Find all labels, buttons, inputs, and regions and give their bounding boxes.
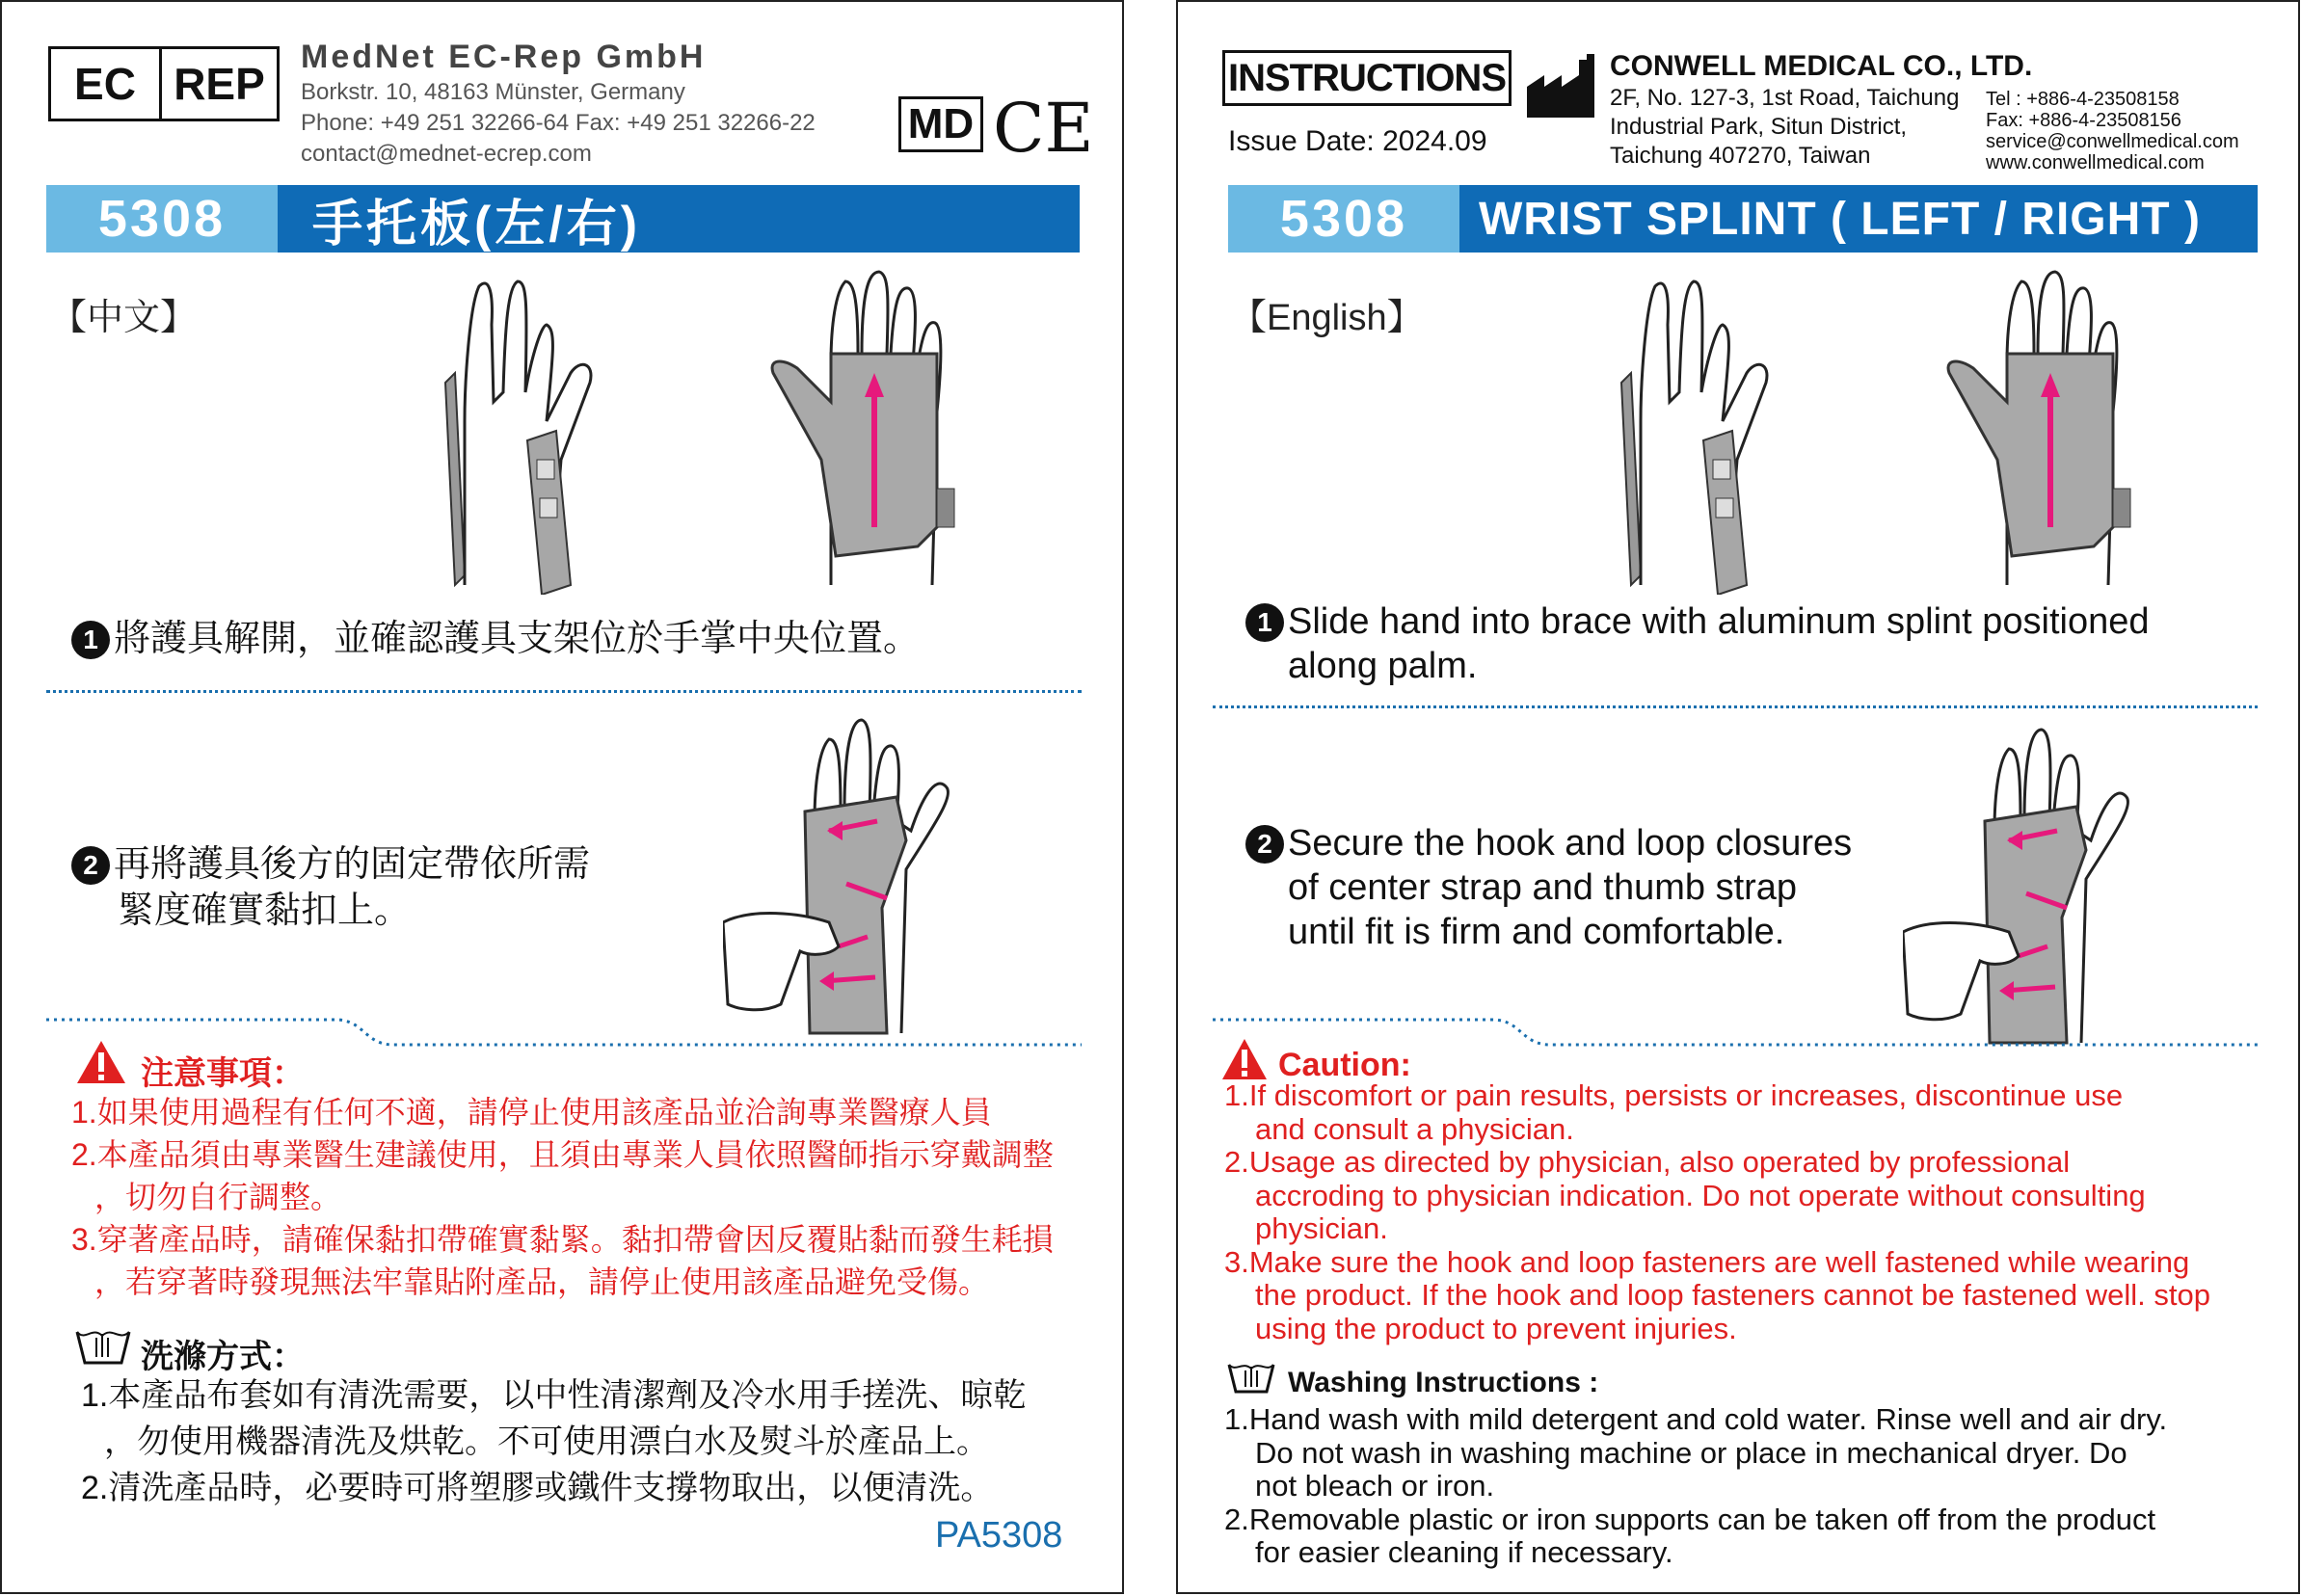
manufacturer-email: service@conwellmedical.com <box>1986 131 2239 152</box>
product-title: 手托板(左/右) <box>278 185 1080 253</box>
chinese-instruction-panel <box>0 0 1124 1594</box>
ec-rep-email: contact@mednet-ecrep.com <box>301 141 592 167</box>
step2-line1: Secure the hook and loop closures <box>1288 823 1853 864</box>
caution-item: 1.If discomfort or pain results, persists or increases, discontinue use <box>1224 1078 2124 1112</box>
hand-splint-front-illustration <box>1930 267 2181 595</box>
hand-splint-side-illustration <box>1602 267 1805 595</box>
step2-number-icon: 2 <box>1245 825 1284 864</box>
instructions-badge: INSTRUCTIONS <box>1222 50 1512 106</box>
washing-list <box>1224 1403 2275 1570</box>
manufacturer-factory-icon <box>1527 54 1598 118</box>
step2-line1: 再將護具後方的固定帶依所需 <box>114 844 591 885</box>
step1-number-icon: 1 <box>1245 603 1284 642</box>
ce-mark-icon: CE <box>993 89 1094 168</box>
caution-item: and consult a physician. <box>1255 1111 1574 1146</box>
washing-list <box>81 1372 1026 1511</box>
manufacturer-fax: Fax: +886-4-23508156 <box>1986 110 2181 131</box>
hand-strap-fastening-illustration <box>1903 725 2154 1052</box>
hand-strap-fastening-illustration <box>723 715 974 1043</box>
rep-label: REP <box>174 59 265 109</box>
step2-line2: of center strap and thumb strap <box>1288 867 1798 908</box>
caution-item: 3.Make sure the hook and loop fasteners are well fastened while wearing <box>1224 1244 2190 1279</box>
wash-item: 2.Removable plastic or iron supports can be taken off from the product <box>1224 1502 2156 1536</box>
hand-wash-icon <box>73 1324 133 1369</box>
washing-title: 洗滌方式： <box>141 1339 305 1375</box>
manufacturer-name: CONWELL MEDICAL CO., LTD. <box>1610 50 2033 82</box>
caution-item: 3.穿著產品時，請確保黏扣帶確實黏緊。黏扣帶會因反覆貼黏而發生耗損 <box>71 1222 1054 1257</box>
hand-splint-side-illustration <box>426 267 629 595</box>
product-title: WRIST SPLINT ( LEFT / RIGHT ) <box>1459 185 2258 253</box>
wash-item: 1.本產品布套如有清洗需要，以中性清潔劑及冷水用手搓洗、晾乾 <box>81 1377 1027 1414</box>
product-code: 5308 <box>46 185 278 253</box>
issue-date: Issue Date: 2024.09 <box>1228 125 1487 157</box>
product-code: 5308 <box>1228 185 1459 253</box>
ec-rep-phone: Phone: +49 251 32266-64 Fax: +49 251 32266-22 <box>301 110 816 136</box>
wash-item: for easier cleaning if necessary. <box>1255 1535 1673 1569</box>
step1-line1: Slide hand into brace with aluminum splint positioned <box>1288 601 2150 642</box>
step2-line2: 緊度確實黏扣上。 <box>118 891 412 931</box>
wash-item: ，勿使用機器清洗及烘乾。不可使用漂白水及熨斗於產品上。 <box>104 1423 989 1460</box>
step2-text <box>1245 821 1852 954</box>
language-label: 【English】 <box>1230 298 1424 338</box>
warning-triangle-icon <box>75 1039 127 1085</box>
warning-triangle-icon <box>1220 1037 1269 1081</box>
caution-item: using the product to prevent injuries. <box>1255 1311 1737 1345</box>
hand-splint-front-illustration <box>754 267 1004 595</box>
ec-rep-symbol <box>48 46 280 121</box>
step1-text <box>71 617 920 661</box>
divider-1 <box>1213 705 2258 708</box>
ec-rep-company: MedNet EC-Rep GmbH <box>301 39 707 75</box>
ec-label: EC <box>51 49 162 119</box>
caution-item: 2.本產品須由專業醫生建議使用，且須由專業人員依照醫師指示穿戴調整 <box>71 1137 1054 1172</box>
caution-item: ，若穿著時發現無法牢靠貼附產品，請停止使用該產品避免受傷。 <box>94 1264 990 1299</box>
divider-1 <box>46 690 1082 693</box>
caution-list <box>1224 1079 2275 1345</box>
step1-label: 將護具解開，並確認護具支架位於手掌中央位置。 <box>114 619 921 659</box>
caution-item: 1.如果使用過程有任何不適，請停止使用該產品並洽詢專業醫療人員 <box>71 1095 992 1130</box>
wash-item: Do not wash in washing machine or place in mechanical dryer. Do <box>1255 1435 2127 1470</box>
manufacturer-tel: Tel : +886-4-23508158 <box>1986 89 2180 110</box>
wash-item: 2.清洗產品時，必要時可將塑膠或鐵件支撐物取出，以便清洗。 <box>81 1470 994 1506</box>
step2-text <box>71 842 590 933</box>
caution-item: accroding to physician indication. Do not operate without consulting <box>1255 1178 2146 1212</box>
manufacturer-address-line2: Industrial Park, Situn District, <box>1610 114 1908 140</box>
step1-text <box>1245 599 2150 688</box>
step1-number-icon: 1 <box>71 621 110 659</box>
wash-item: not bleach or iron. <box>1255 1469 1495 1503</box>
step2-line3: until fit is firm and comfortable. <box>1288 912 1785 952</box>
caution-title: Caution: <box>1278 1047 1411 1083</box>
caution-list <box>71 1091 1054 1303</box>
manufacturer-address-line1: 2F, No. 127-3, 1st Road, Taichung <box>1610 85 1960 111</box>
caution-item: the product. If the hook and loop fasteners cannot be fastened well. stop <box>1255 1278 2210 1312</box>
product-title-bar <box>1228 185 2258 253</box>
english-instruction-panel <box>1176 0 2300 1594</box>
product-title-bar <box>46 185 1080 253</box>
part-number: PA5308 <box>935 1515 1063 1556</box>
caution-item: physician. <box>1255 1211 1388 1245</box>
step1-line2: along palm. <box>1288 646 1478 686</box>
hand-wash-icon <box>1226 1359 1276 1397</box>
washing-title: Washing Instructions : <box>1288 1367 1599 1398</box>
language-label: 【中文】 <box>50 298 198 338</box>
caution-title: 注意事項： <box>141 1055 305 1092</box>
md-symbol: MD <box>898 96 983 152</box>
ec-rep-address: Borkstr. 10, 48163 Münster, Germany <box>301 79 685 105</box>
caution-item: 2.Usage as directed by physician, also operated by professional <box>1224 1145 2071 1179</box>
caution-item: ，切勿自行調整。 <box>94 1180 342 1214</box>
manufacturer-website: www.conwellmedical.com <box>1986 152 2205 173</box>
step2-number-icon: 2 <box>71 846 110 885</box>
manufacturer-address-line3: Taichung 407270, Taiwan <box>1610 143 1871 169</box>
wash-item: 1.Hand wash with mild detergent and cold water. Rinse well and air dry. <box>1224 1402 2168 1436</box>
